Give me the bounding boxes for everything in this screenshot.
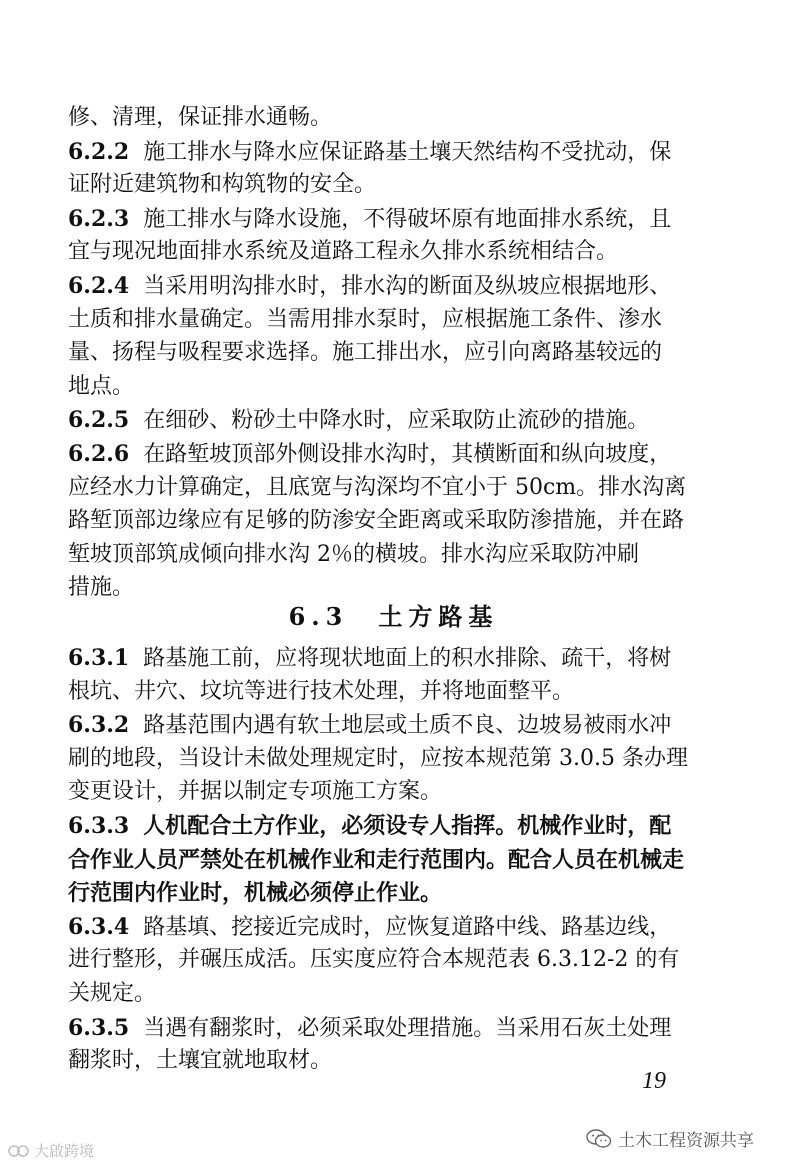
watermark-left-text: 大啟跨境 [34, 1142, 95, 1160]
text-line [68, 777, 719, 809]
clause-text: 路堑顶部边缘应有足够的防渗安全距离或采取防渗措施，并在路 [68, 508, 685, 534]
clause-text: 根坑、井穴、坟坑等进行技术处理，并将地面整平。 [68, 678, 575, 704]
clause-line [68, 912, 719, 944]
clause-number: 6.2.6 [68, 441, 130, 467]
clause-text: 措施。 [68, 575, 135, 601]
text-line [68, 744, 719, 776]
text-line [68, 1046, 719, 1078]
clause-text: 人机配合土方作业，必须设专人指挥。机械作业时，配 [143, 813, 672, 839]
loop-logo-icon [8, 1144, 30, 1158]
clause-line [68, 1013, 719, 1045]
page-number: 19 [642, 1068, 666, 1094]
clause-text: 在细砂、粉砂土中降水时，应采取防止流砂的措施。 [143, 408, 650, 434]
clause-number: 6.3.2 [68, 712, 130, 739]
clause-text: 当遇有翻浆时，必须采取处理措施。当采用石灰土处理 [143, 1015, 672, 1041]
clause-text: 宜与现况地面排水系统及道路工程永久排水系统相结合。 [68, 239, 619, 265]
text-line [68, 979, 719, 1011]
text-line [68, 878, 719, 910]
clause-number: 6.3.5 [68, 1014, 130, 1041]
clause-line [68, 405, 719, 437]
text-line [68, 506, 719, 538]
clause-text: 行范围内作业时，机械必须停止作业。 [68, 880, 443, 907]
clause-text: 当采用明沟排水时，排水沟的断面及纵坡应根据地形、 [143, 274, 672, 299]
watermark-right-text: 土木工程资源共享 [618, 1131, 754, 1151]
text-line [68, 372, 719, 404]
section-title: 6.3 土方路基 [288, 602, 499, 631]
text-line [68, 305, 719, 337]
clause-line [68, 811, 719, 843]
text-line [68, 237, 719, 269]
clause-line [68, 710, 719, 742]
clause-number: 6.3.4 [68, 913, 130, 940]
clause-text: 土质和排水量确定。当需用排水泵时，应根据施工条件、渗水 [68, 306, 663, 332]
watermark-left [8, 1140, 94, 1161]
clause-text: 应经水力计算确定，且底宽与沟深均不宜小于 50cm。排水沟离 [68, 474, 687, 500]
clause-text: 路基施工前，应将现状地面上的积水排除、疏干，将树 [143, 646, 672, 671]
watermark-right [586, 1126, 754, 1151]
clause-line [68, 204, 719, 236]
text-line [68, 677, 719, 709]
text-line [68, 338, 719, 370]
clause-text: 地点。 [68, 373, 135, 399]
clause-text: 关规定。 [68, 981, 157, 1006]
clause-text: 堑坡顶部筑成倾向排水沟 2％的横坡。排水沟应采取防冲刷 [68, 541, 639, 567]
clause-line [68, 137, 719, 169]
clause-text: 在路堑坡顶部外侧设排水沟时，其横断面和纵向坡度， [143, 442, 672, 467]
clause-text: 路基填、挖接近完成时，应恢复道路中线、路基边线， [143, 914, 672, 940]
clause-text: 翻浆时，土壤宜就地取材。 [68, 1048, 333, 1074]
text-line [68, 540, 719, 572]
clause-line [68, 271, 719, 303]
text-line [68, 945, 719, 977]
clause-text: 刷的地段，当设计未做处理规定时，应按本规范第 3.0.5 条办理 [68, 745, 688, 771]
clause-text: 路基范围内遇有软土地层或土质不良、边坡易被雨水冲 [143, 713, 672, 739]
clause-number: 6.2.4 [68, 273, 130, 299]
clause-text: 施工排水与降水设施，不得破坏原有地面排水系统，且 [143, 206, 672, 232]
clause-number: 6.2.5 [68, 407, 130, 434]
clause-text: 修、清理，保证排水通畅。 [68, 105, 333, 130]
clause-text: 合作业人员严禁处在机械作业和走行范围内。配合人员在机械走 [68, 846, 685, 873]
clause-text: 变更设计，并据以制定专项施工方案。 [68, 779, 443, 805]
text-line [68, 845, 719, 877]
clause-text: 进行整形，并碾压成活。压实度应符合本规范表 6.3.12-2 的有 [68, 947, 680, 973]
clause-number: 6.3.3 [68, 813, 130, 839]
clause-text: 量、扬程与吸程要求选择。施工排出水，应引向离路基较远的 [68, 340, 663, 366]
clause-number: 6.2.3 [68, 205, 130, 232]
clause-number: 6.2.2 [68, 138, 130, 165]
clause-line [68, 439, 719, 471]
text-line [68, 170, 719, 202]
wechat-icon [586, 1129, 612, 1149]
clause-line [68, 643, 719, 675]
text-line [68, 473, 719, 505]
clause-text: 证附近建筑物和构筑物的安全。 [68, 172, 377, 198]
text-line [68, 103, 719, 135]
clause-number: 6.3.1 [68, 645, 130, 671]
clause-text: 施工排水与降水应保证路基土壤天然结构不受扰动，保 [143, 139, 672, 165]
